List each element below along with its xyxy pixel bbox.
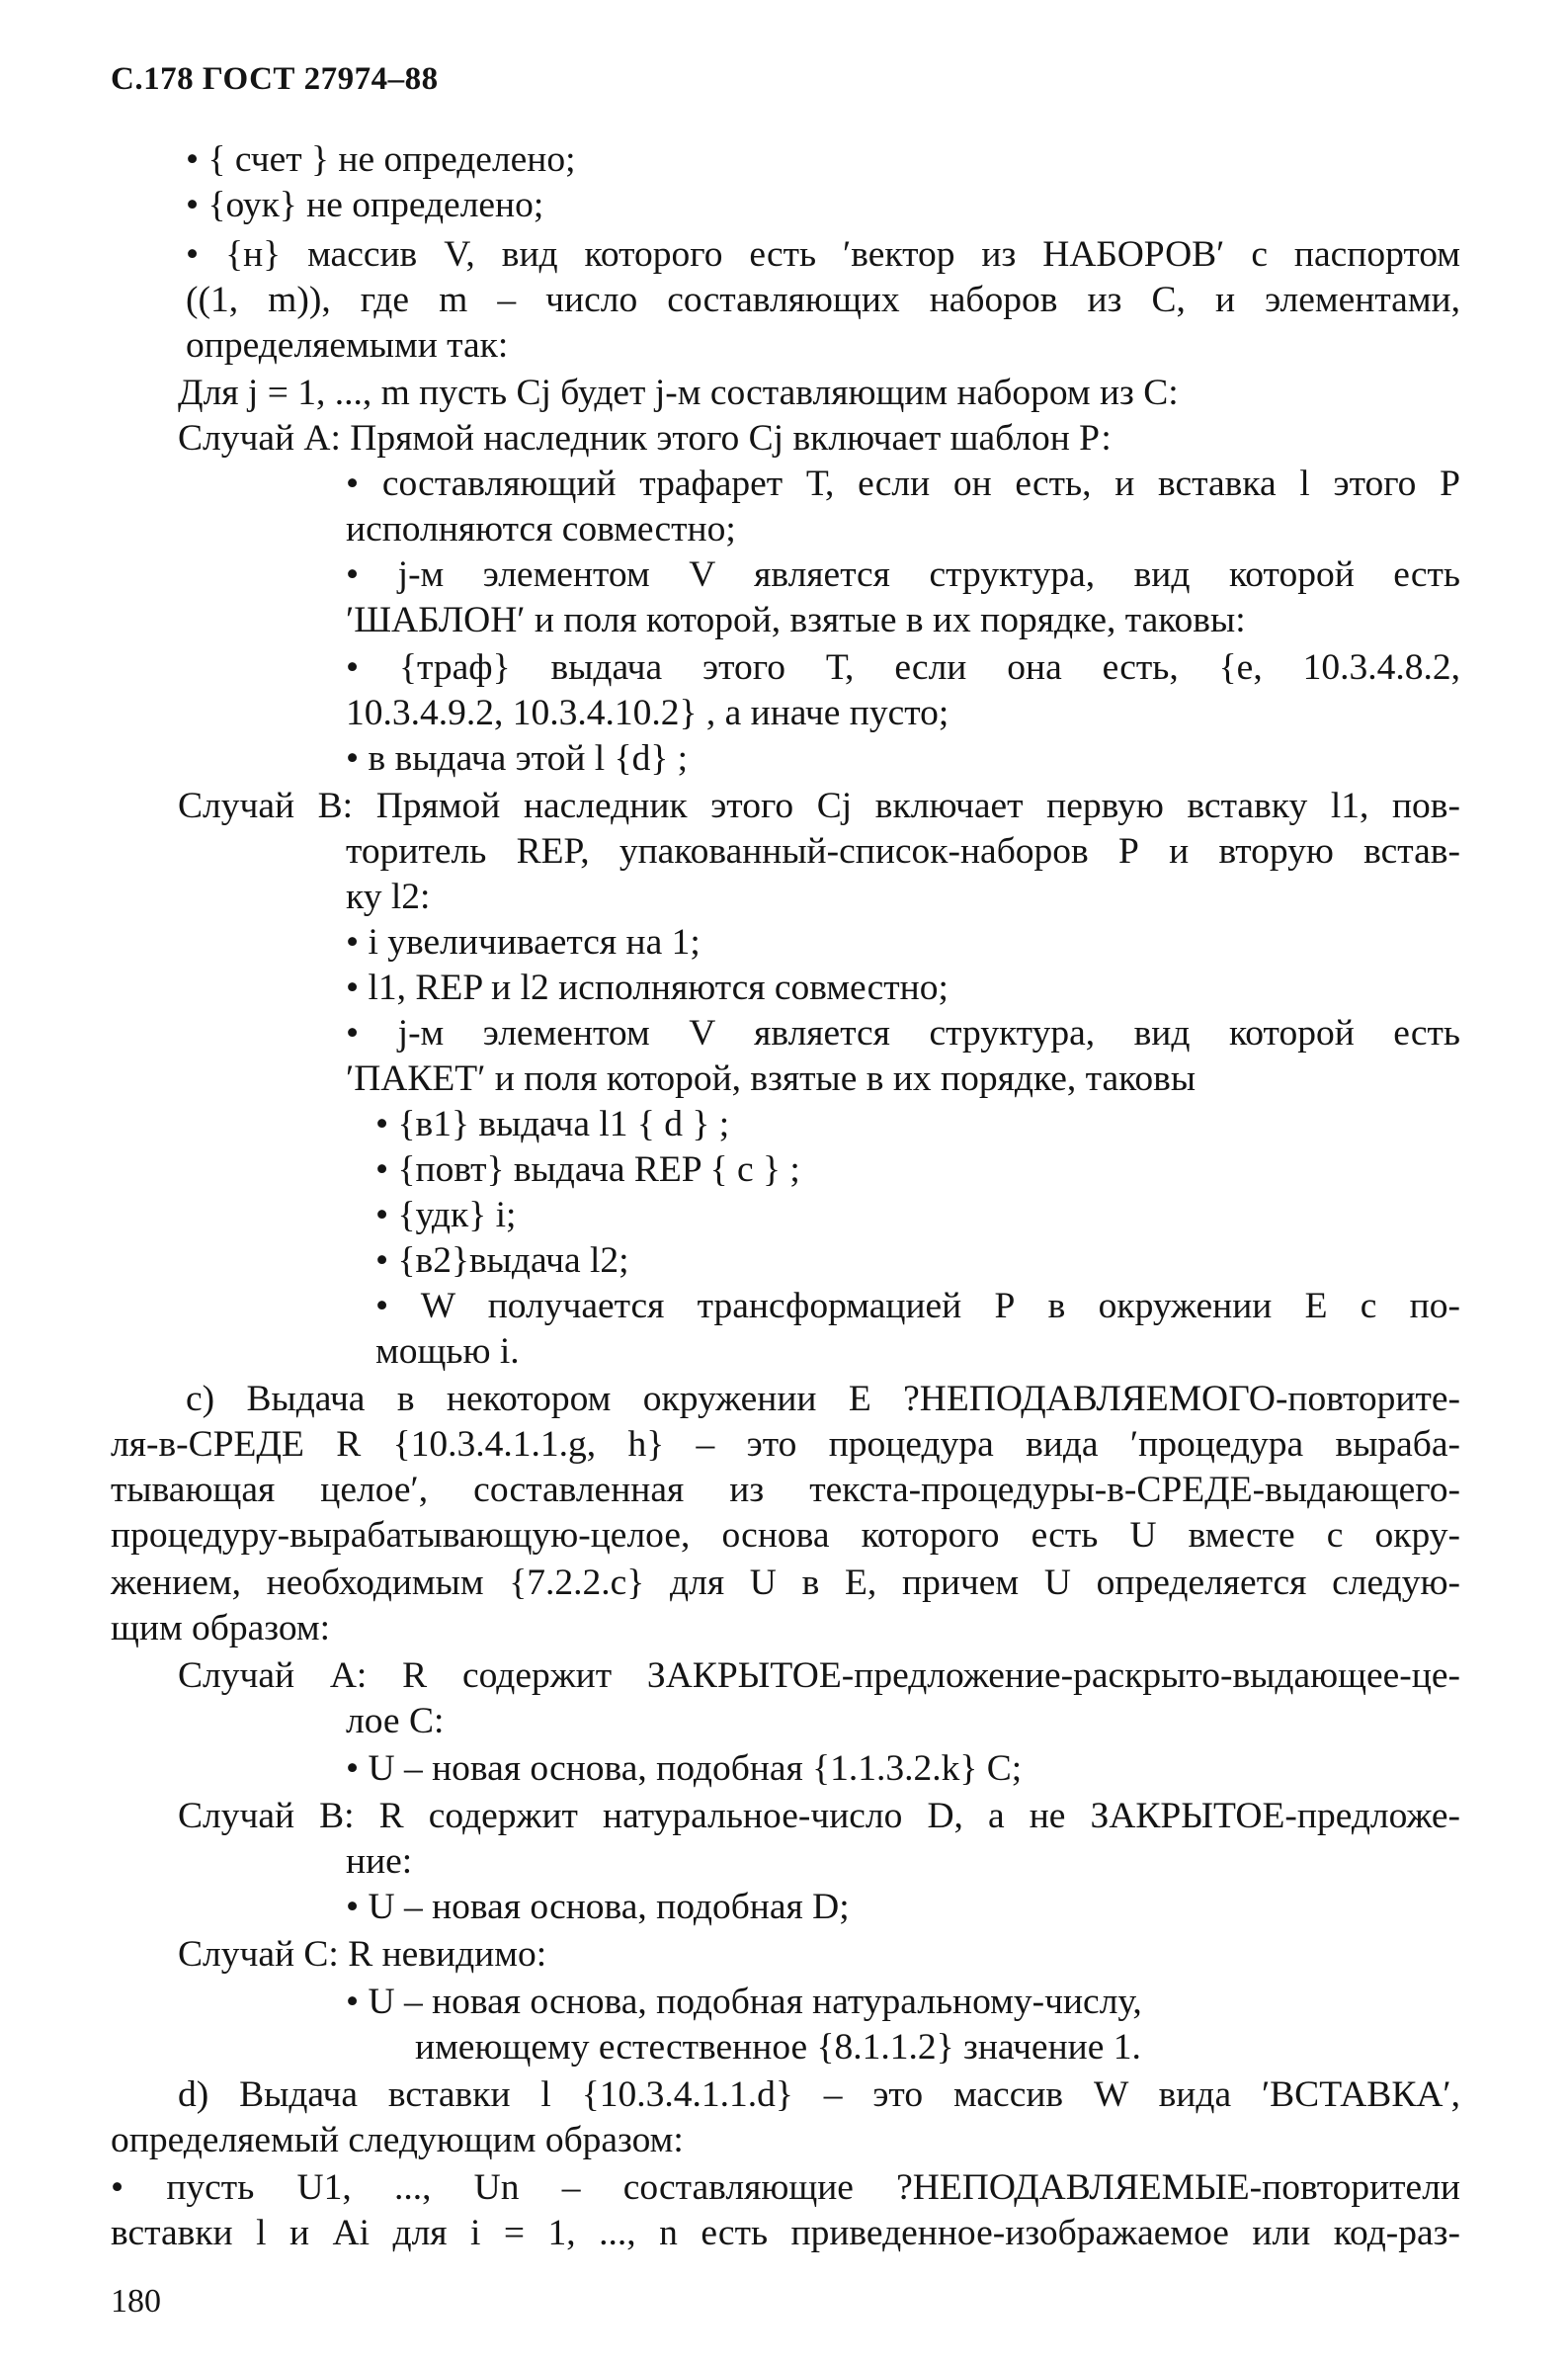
text-line: щим образом: [111, 1608, 331, 1648]
text-line: • {н} массив V, вид которого есть ′вектор из НАБОРОВ′ с паспортом [186, 234, 1460, 275]
text-line: • {оук} не определено; [186, 185, 544, 225]
text-line: процедуру-вырабатывающую-целое, основа которого есть U вместе с окру- [111, 1515, 1460, 1556]
text-line: тывающая целое′, составленная из текста-процедуры-в-СРЕДЕ-выдающего- [111, 1470, 1460, 1510]
text-line: мощью i. [375, 1331, 520, 1372]
text-line: d) Выдача вставки l {10.3.4.1.1.d} – это массив W вида ′ВСТАВКА′, [178, 2074, 1460, 2115]
text-line: • { счет } не определено; [186, 139, 576, 180]
text-line: • составляющий трафарет Т, если он есть, и вставка l этого Р [346, 464, 1460, 504]
text-line: Случай А: Прямой наследник этого Cj включает шаблон Р: [178, 418, 1112, 459]
text-line: • l1, REP и l2 исполняются совместно; [346, 968, 949, 1008]
text-line: имеющему естественное {8.1.1.2} значение 1. [415, 2027, 1141, 2068]
text-line: • {удк} i; [375, 1195, 517, 1235]
text-line: ′ШАБЛОН′ и поля которой, взятые в их порядке, таковы: [346, 600, 1246, 640]
text-line: ′ПАКЕТ′ и поля которой, взятые в их порядке, таковы [346, 1058, 1197, 1099]
text-line: жением, необходимым {7.2.2.c} для U в Е, причем U определяется следую- [111, 1563, 1460, 1603]
text-line: • U – новая основа, подобная натуральному-числу, [346, 1982, 1142, 2022]
text-line: • в выдача этой l {d} ; [346, 738, 689, 779]
text-line: торитель REP, упакованный-список-наборов Р и вторую встав- [346, 831, 1460, 872]
text-line: ние: [346, 1841, 413, 1882]
page-number: 180 [111, 2283, 161, 2320]
text-line: • j-м элементом V является структура, вид которой есть [346, 1013, 1460, 1054]
text-line: ((1, m)), где m – число составляющих наборов из С, и элементами, [186, 280, 1460, 320]
text-line: Случай В: Прямой наследник этого Cj включает первую вставку l1, пов- [178, 786, 1460, 826]
text-line: ку l2: [346, 877, 431, 917]
text-line: 10.3.4.9.2, 10.3.4.10.2} , а иначе пусто; [346, 693, 949, 733]
text-line: лое С: [346, 1701, 445, 1741]
text-line: Для j = 1, ..., m пусть Cj будет j-м составляющим набором из С: [178, 373, 1179, 413]
text-line: ля-в-СРЕДЕ R {10.3.4.1.1.g, h} – это процедура вида ′процедура выраба- [111, 1424, 1460, 1465]
text-line: определяемый следующим образом: [111, 2120, 684, 2160]
page-header: С.178 ГОСТ 27974–88 [111, 61, 439, 97]
text-line: • {в2}выдача l2; [375, 1240, 629, 1281]
text-line: • пусть U1, ..., Un – составляющие ?НЕПОДАВЛЯЕМЫЕ-повторители [111, 2167, 1460, 2208]
text-line: • {в1} выдача l1 { d } ; [375, 1104, 730, 1144]
text-line: • j-м элементом V является структура, вид которой есть [346, 554, 1460, 595]
text-line: • {повт} выдача REP { c } ; [375, 1149, 800, 1190]
text-line: • U – новая основа, подобная {1.1.3.2.k} С; [346, 1748, 1023, 1789]
text-line: • W получается трансформацией Р в окружении Е с по- [375, 1286, 1460, 1326]
text-line: Случай С: R невидимо: [178, 1934, 547, 1975]
text-line: вставки l и Ai для i = 1, ..., n есть приведенное-изображаемое или код-раз- [111, 2213, 1460, 2253]
text-line: • U – новая основа, подобная D; [346, 1887, 850, 1927]
text-line: с) Выдача в некотором окружении Е ?НЕПОДАВЛЯЕМОГО-повторите- [186, 1379, 1460, 1419]
text-line: определяемыми так: [186, 325, 509, 366]
text-line: Случай А: R содержит ЗАКРЫТОЕ-предложение-раскрыто-выдающее-це- [178, 1655, 1460, 1696]
text-line: Случай В: R содержит натуральное-число D, а не ЗАКРЫТОЕ-предложе- [178, 1796, 1460, 1836]
text-line: • i увеличивается на 1; [346, 922, 701, 963]
text-line: исполняются совместно; [346, 509, 736, 549]
text-line: • {траф} выдача этого Т, если она есть, {e, 10.3.4.8.2, [346, 647, 1460, 688]
